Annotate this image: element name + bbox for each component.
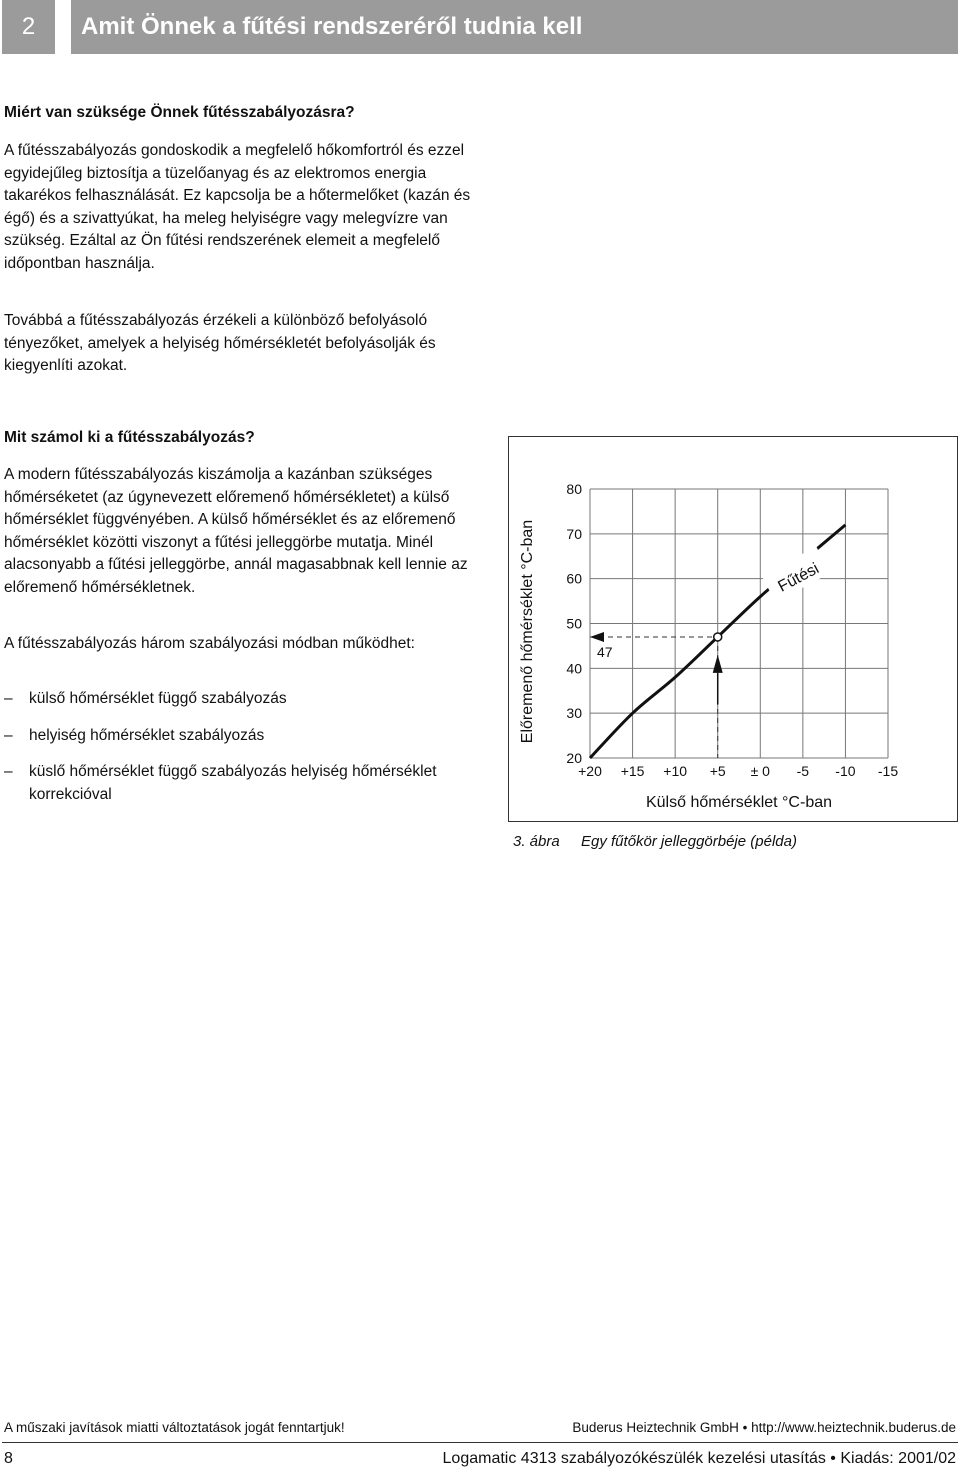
annotation-value-label: 47 bbox=[597, 643, 613, 660]
y-tick-label: 70 bbox=[566, 525, 582, 542]
list-item bbox=[4, 761, 484, 806]
figure-caption-number: 3. ábra bbox=[513, 833, 560, 850]
control-modes-list bbox=[4, 688, 484, 820]
operating-point-marker bbox=[714, 633, 722, 641]
footer-disclaimer: A műszaki javítások miatti változtatások jogát fenntartjuk! bbox=[4, 1420, 345, 1435]
footer-manual-title: Logamatic 4313 szabályozókészülék kezelési utasítás • Kiadás: 2001/02 bbox=[442, 1450, 956, 1467]
bullet-dash: – bbox=[4, 763, 13, 780]
x-tick-label: +20 bbox=[578, 763, 602, 779]
list-item bbox=[4, 725, 484, 748]
y-tick-label: 50 bbox=[566, 615, 582, 632]
paragraph-why-2: Továbbá a fűtésszabályozás érzékeli a különböző befolyásoló tényezőket, amelyek a helyiség hőmérsékletét befolyásolják és kiegyenlíti azokat. bbox=[4, 312, 436, 374]
heating-curve-chart bbox=[508, 436, 958, 822]
bullet-dash: – bbox=[4, 726, 13, 744]
page-number: 8 bbox=[4, 1450, 13, 1467]
chapter-title: Amit Önnek a fűtési rendszeréről tudnia kell bbox=[71, 0, 958, 54]
list-item-text: külső hőmérséklet függő szabályozás bbox=[29, 690, 287, 707]
x-tick-label: ± 0 bbox=[750, 763, 770, 779]
y-tick-label: 60 bbox=[566, 570, 582, 587]
section-heading-what: Mit számol ki a fűtésszabályozás? bbox=[4, 429, 255, 446]
list-item-text: küslő hőmérséklet függő szabályozás helyiség hőmérséklet korrekcióval bbox=[29, 763, 437, 803]
y-tick-label: 20 bbox=[566, 750, 582, 766]
bullet-dash: – bbox=[4, 690, 13, 707]
figure-caption-text: Egy fűtőkör jelleggörbéje (példa) bbox=[581, 833, 797, 850]
footer-company: Buderus Heiztechnik GmbH • http://www.heiztechnik.buderus.de bbox=[572, 1420, 956, 1435]
section-heading-why: Miért van szüksége Önnek fűtésszabályozásra? bbox=[4, 104, 355, 121]
x-tick-label: +5 bbox=[709, 763, 726, 779]
x-tick-label: -5 bbox=[796, 763, 810, 779]
x-tick-label: +15 bbox=[620, 763, 645, 779]
x-tick-label: -10 bbox=[835, 763, 856, 779]
x-tick-label: +10 bbox=[663, 763, 688, 779]
y-tick-label: 40 bbox=[566, 660, 582, 677]
list-item bbox=[4, 688, 484, 711]
paragraph-what-2: A fűtésszabályozás három szabályozási módban működhet: bbox=[4, 635, 415, 652]
arrow-up-icon bbox=[713, 655, 723, 673]
footer-divider bbox=[2, 1442, 958, 1443]
y-tick-label: 80 bbox=[566, 481, 582, 497]
figure-caption bbox=[513, 833, 797, 850]
x-axis-title: Külső hőmérséklet °C-ban bbox=[645, 794, 833, 811]
y-tick-label: 30 bbox=[566, 705, 582, 722]
paragraph-why-1: A fűtésszabályozás gondoskodik a megfelelő hőkomfortról és ezzel egyidejűleg biztosítja a tüzelőanyag és az elektromos energia takarékos felhasználását. Ez kapcsolja be a hőtermelőket (kazán és égő) és a szivattyúkat, ha meleg helyiségre vagy melegvízre van szükség. Ezáltal az Ön fűtési rendszerének elemeit a megfelelő időpontban használja. bbox=[4, 142, 471, 272]
paragraph-what-1: A modern fűtésszabályozás kiszámolja a kazánban szükséges hőmérséketet (az úgynevezett előremenő hőmérsékletet) a külső hőmérséklet függvényében. A külső hőmérséklet és az előremenő hőmérséklet közötti viszonyt a fűtési jelleggörbe mutatja. Minél alacsonyabb a fűtési jelleggörbe, annál magasabbnak kell lennie az előremenő hőmérsékletnek. bbox=[4, 466, 468, 596]
list-item-text: helyiség hőmérséklet szabályozás bbox=[29, 726, 265, 744]
y-axis-title: Előremenő hőmérséklet °C-ban bbox=[519, 519, 536, 744]
chapter-number: 2 bbox=[2, 0, 55, 54]
x-tick-label: -15 bbox=[877, 763, 899, 779]
arrow-left-icon bbox=[590, 632, 604, 642]
curve-label: Fűtési bbox=[775, 560, 822, 596]
